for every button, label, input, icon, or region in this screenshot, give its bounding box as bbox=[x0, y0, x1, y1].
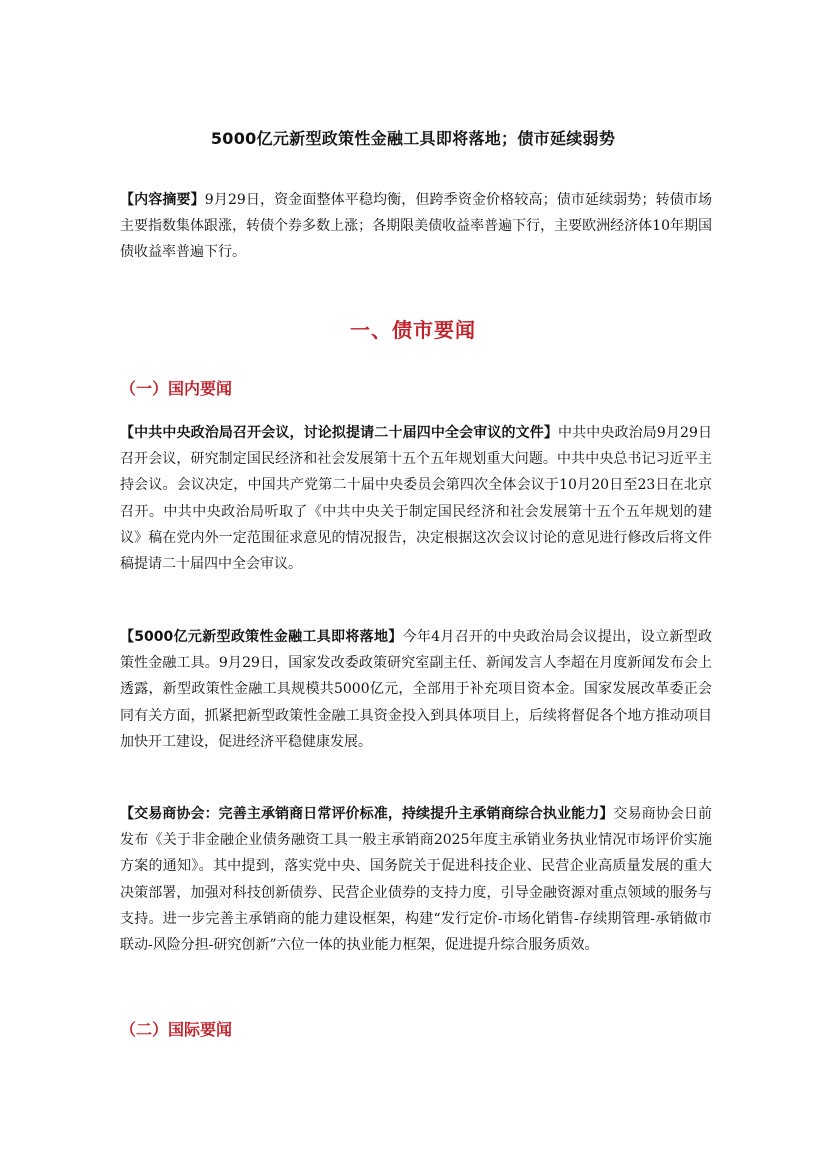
news-item-body: 今年4月召开的中央政治局会议提出，设立新型政策性金融工具。9月29日，国家发改委政策研究室副主任、新闻发言人李超在月度新闻发布会上透露，新型政策性金融工具规模共5000亿元，全部用于补充项目资本金。国家发展改革委正会同有关方面，抓紧把新型政策性金融工具资金投入到具体项目上，后续将督促各个地方推动项目加快开工建设，促进经济平稳健康发展。 bbox=[120, 629, 712, 750]
news-item-nafmii-underwriter bbox=[120, 801, 712, 958]
news-item-body: 交易商协会日前发布《关于非金融企业债务融资工具一般主承销商2025年度主承销业务执业情况市场评价实施方案的通知》。其中提到，落实党中央、国务院关于促进科技企业、民营企业高质量发展的重大决策部署，加强对科技创新债券、民营企业债券的支持力度，引导金融资源对重点领域的服务与支持。进一步完善主承销商的能力建设框架，构建“发行定价-市场化销售-存续期管理-承销做市联动-风险分担-研究创新”六位一体的执业能力框架，促进提升综合服务质效。 bbox=[120, 806, 713, 954]
abstract-text: 9月29日，资金面整体平稳均衡，但跨季资金价格较高；债市延续弱势；转债市场主要指数集体跟涨，转债个券多数上涨；各期限美债收益率普遍下行，主要欧洲经济体10年期国债收益率普遍下行。 bbox=[120, 192, 712, 261]
section-heading-bond-news: 一、债市要闻 bbox=[350, 318, 476, 342]
subsection-heading-international: （二）国际要闻 bbox=[120, 1020, 233, 1039]
document-title: 5000亿元新型政策性金融工具即将落地；债市延续弱势 bbox=[210, 129, 616, 148]
news-item-headline: 【交易商协会：完善主承销商日常评价标准，持续提升主承销商综合执业能力】 bbox=[120, 806, 614, 822]
abstract-paragraph bbox=[120, 187, 712, 266]
news-item-policy-financial-tools bbox=[120, 624, 712, 755]
subsection-heading-domestic: （一）国内要闻 bbox=[120, 379, 233, 398]
news-item-politburo-meeting bbox=[120, 420, 712, 577]
news-item-body: 中共中央政治局9月29日召开会议，研究制定国民经济和社会发展第十五个五年规划重大问题。中共中央总书记习近平主持会议。会议决定，中国共产党第二十届中央委员会第四次全体会议于10月20日至23日在北京召开。中共中央政治局听取了《中共中央关于制定国民经济和社会发展第十五个五年规划的建议》稿在党内外一定范围征求意见的情况报告，决定根据这次会议讨论的意见进行修改后将文件稿提请二十届四中全会审议。 bbox=[120, 425, 712, 573]
news-item-headline: 【5000亿元新型政策性金融工具即将落地】 bbox=[120, 629, 403, 645]
abstract-label: 【内容摘要】 bbox=[120, 192, 205, 208]
news-item-headline: 【中共中央政治局召开会议，讨论拟提请二十届四中全会审议的文件】 bbox=[120, 425, 558, 441]
